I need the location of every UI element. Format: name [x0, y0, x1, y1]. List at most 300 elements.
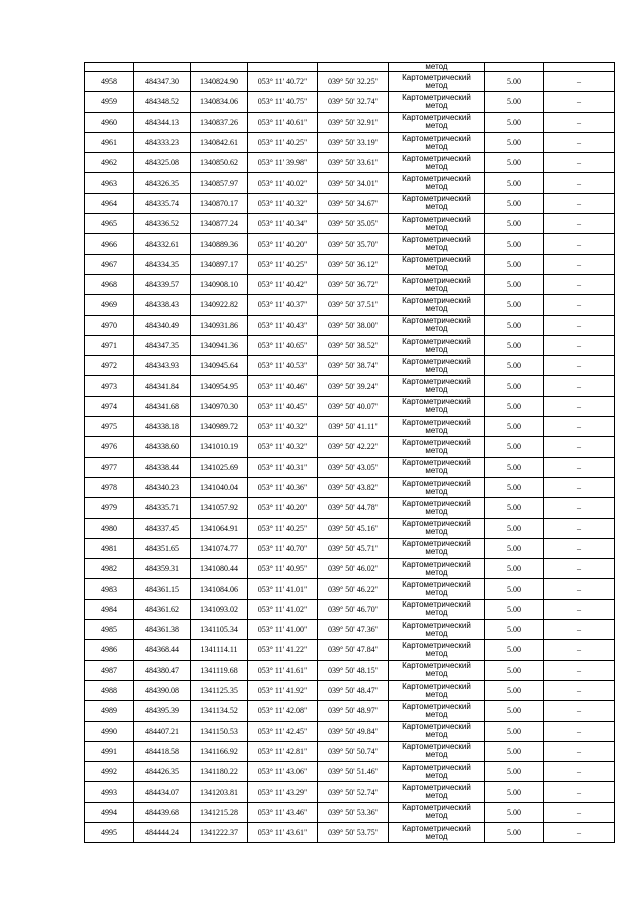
- cell-latitude: 053° 11' 40.70": [248, 538, 318, 558]
- cell-accuracy: 5.00: [485, 132, 544, 152]
- cell-latitude: 053° 11' 40.65": [248, 335, 318, 355]
- cell-accuracy: 5.00: [485, 112, 544, 132]
- cell-x: 484359.31: [134, 559, 191, 579]
- cell-method: [389, 599, 485, 619]
- cell-method: [389, 701, 485, 721]
- cell-method: [389, 762, 485, 782]
- cell-y: 1340889.36: [191, 234, 248, 254]
- cell-longitude: 039° 50' 52.74": [318, 782, 389, 802]
- cell-longitude: 039° 50' 40.07": [318, 396, 389, 416]
- cell-latitude: 053° 11' 40.31": [248, 457, 318, 477]
- cell-dash: –: [544, 599, 615, 619]
- cell-x: 484361.15: [134, 579, 191, 599]
- cell-method: [389, 295, 485, 315]
- method-line-1: Картометрический: [402, 133, 471, 143]
- table-row: [85, 356, 615, 376]
- cell-accuracy: 5.00: [485, 274, 544, 294]
- cell-point-number: 4969: [85, 295, 134, 315]
- cell-point-number: 4962: [85, 153, 134, 173]
- method-line-1: Картометрический: [402, 336, 471, 346]
- table-row: [85, 335, 615, 355]
- cell-y: 1340941.36: [191, 335, 248, 355]
- cell-y: 1341105.34: [191, 620, 248, 640]
- cell-empty: [485, 63, 544, 72]
- cell-longitude: 039° 50' 37.51": [318, 295, 389, 315]
- method-line-1: Картометрический: [402, 295, 471, 305]
- cell-longitude: 039° 50' 35.70": [318, 234, 389, 254]
- cell-latitude: 053° 11' 40.25": [248, 518, 318, 538]
- cell-longitude: 039° 50' 47.36": [318, 620, 389, 640]
- method-line-1: Картометрический: [402, 681, 471, 691]
- cell-y: 1340922.82: [191, 295, 248, 315]
- cell-empty: [134, 63, 191, 72]
- cell-accuracy: 5.00: [485, 315, 544, 335]
- cell-method: [389, 417, 485, 437]
- cell-method: [389, 234, 485, 254]
- table-row: [85, 579, 615, 599]
- cell-y: 1340908.10: [191, 274, 248, 294]
- cell-y: 1340989.72: [191, 417, 248, 437]
- cell-accuracy: 5.00: [485, 680, 544, 700]
- cell-point-number: 4990: [85, 721, 134, 741]
- cell-dash: –: [544, 193, 615, 213]
- cell-accuracy: 5.00: [485, 538, 544, 558]
- method-line-2: метод: [425, 628, 448, 638]
- cell-longitude: 039° 50' 50.74": [318, 741, 389, 761]
- method-line-2: метод: [425, 506, 448, 516]
- cell-dash: –: [544, 274, 615, 294]
- cell-y: 1340945.64: [191, 356, 248, 376]
- cell-dash: –: [544, 234, 615, 254]
- method-line-2: метод: [425, 425, 448, 435]
- cell-longitude: 039° 50' 46.22": [318, 579, 389, 599]
- cell-point-number: 4978: [85, 477, 134, 497]
- cell-longitude: 039° 50' 46.02": [318, 559, 389, 579]
- table-row: [85, 762, 615, 782]
- cell-x: 484336.52: [134, 214, 191, 234]
- cell-longitude: 039° 50' 48.97": [318, 701, 389, 721]
- cell-latitude: 053° 11' 41.01": [248, 579, 318, 599]
- cell-latitude: 053° 11' 42.45": [248, 721, 318, 741]
- method-line-1: Картометрический: [402, 356, 471, 366]
- cell-accuracy: 5.00: [485, 579, 544, 599]
- cell-y: 1340931.86: [191, 315, 248, 335]
- cell-y: 1340897.17: [191, 254, 248, 274]
- cell-longitude: 039° 50' 36.12": [318, 254, 389, 274]
- cell-dash: –: [544, 559, 615, 579]
- cell-latitude: 053° 11' 40.25": [248, 132, 318, 152]
- cell-dash: –: [544, 254, 615, 274]
- cell-method: [389, 538, 485, 558]
- cell-y: 1341125.35: [191, 680, 248, 700]
- cell-accuracy: 5.00: [485, 72, 544, 92]
- cell-x: 484407.21: [134, 721, 191, 741]
- cell-y: 1341064.91: [191, 518, 248, 538]
- cell-point-number: 4983: [85, 579, 134, 599]
- cell-longitude: 039° 50' 32.91": [318, 112, 389, 132]
- cell-accuracy: 5.00: [485, 498, 544, 518]
- method-line-1: Картометрический: [402, 113, 471, 123]
- cell-accuracy: 5.00: [485, 396, 544, 416]
- cell-longitude: 039° 50' 53.36": [318, 802, 389, 822]
- cell-point-number: 4987: [85, 660, 134, 680]
- cell-point-number: 4973: [85, 376, 134, 396]
- method-line-1: Картометрический: [402, 214, 471, 224]
- cell-method: [389, 376, 485, 396]
- table-row: [85, 741, 615, 761]
- cell-dash: –: [544, 620, 615, 640]
- method-line-1: Картометрический: [402, 823, 471, 833]
- cell-point-number: 4992: [85, 762, 134, 782]
- cell-latitude: 053° 11' 41.92": [248, 680, 318, 700]
- cell-y: 1340877.24: [191, 214, 248, 234]
- cell-accuracy: 5.00: [485, 234, 544, 254]
- method-line-1: Картометрический: [402, 762, 471, 772]
- method-line-2: метод: [425, 466, 448, 476]
- cell-accuracy: 5.00: [485, 599, 544, 619]
- cell-method: [389, 274, 485, 294]
- cell-x: 484439.68: [134, 802, 191, 822]
- cell-longitude: 039° 50' 36.72": [318, 274, 389, 294]
- cell-dash: –: [544, 112, 615, 132]
- cell-longitude: 039° 50' 32.74": [318, 92, 389, 112]
- cell-point-number: 4963: [85, 173, 134, 193]
- cell-latitude: 053° 11' 43.61": [248, 822, 318, 842]
- cell-longitude: 039° 50' 35.05": [318, 214, 389, 234]
- cell-point-number: 4993: [85, 782, 134, 802]
- method-line-1: Картометрический: [402, 722, 471, 732]
- method-line-2: метод: [425, 445, 448, 455]
- cell-accuracy: 5.00: [485, 721, 544, 741]
- table-row: [85, 214, 615, 234]
- cell-latitude: 053° 11' 40.36": [248, 477, 318, 497]
- cell-longitude: 039° 50' 38.52": [318, 335, 389, 355]
- cell-longitude: 039° 50' 45.71": [318, 538, 389, 558]
- cell-empty: [85, 63, 134, 72]
- cell-accuracy: 5.00: [485, 437, 544, 457]
- cell-dash: –: [544, 335, 615, 355]
- table-row: [85, 620, 615, 640]
- cell-longitude: 039° 50' 51.46": [318, 762, 389, 782]
- cell-x: 484335.74: [134, 193, 191, 213]
- cell-method: [389, 782, 485, 802]
- cell-latitude: 053° 11' 43.46": [248, 802, 318, 822]
- cell-latitude: 053° 11' 41.00": [248, 620, 318, 640]
- cell-latitude: 053° 11' 40.61": [248, 112, 318, 132]
- cell-y: 1341057.92: [191, 498, 248, 518]
- cell-point-number: 4989: [85, 701, 134, 721]
- cell-dash: –: [544, 396, 615, 416]
- cell-dash: –: [544, 640, 615, 660]
- cell-latitude: 053° 11' 40.32": [248, 437, 318, 457]
- cell-x: 484347.30: [134, 72, 191, 92]
- cell-longitude: 039° 50' 41.11": [318, 417, 389, 437]
- method-line-1: Картометрический: [402, 580, 471, 590]
- cell-point-number: 4967: [85, 254, 134, 274]
- cell-method: [389, 640, 485, 660]
- method-line-2: метод: [425, 588, 448, 598]
- table-row: [85, 254, 615, 274]
- cell-latitude: 053° 11' 40.34": [248, 214, 318, 234]
- cell-x: 484341.68: [134, 396, 191, 416]
- cell-dash: –: [544, 660, 615, 680]
- cell-x: 484343.93: [134, 356, 191, 376]
- method-line-2: метод: [425, 689, 448, 699]
- cell-point-number: 4966: [85, 234, 134, 254]
- cell-dash: –: [544, 417, 615, 437]
- cell-longitude: 039° 50' 48.47": [318, 680, 389, 700]
- cell-point-number: 4995: [85, 822, 134, 842]
- cell-x: 484348.52: [134, 92, 191, 112]
- method-line-1: Картометрический: [402, 458, 471, 468]
- cell-method: [389, 437, 485, 457]
- cell-point-number: 4971: [85, 335, 134, 355]
- cell-method: [389, 741, 485, 761]
- cell-x: 484338.18: [134, 417, 191, 437]
- cell-point-number: 4960: [85, 112, 134, 132]
- cell-point-number: 4974: [85, 396, 134, 416]
- cell-y: 1341150.53: [191, 721, 248, 741]
- method-line-2: метод: [425, 709, 448, 719]
- cell-latitude: 053° 11' 40.25": [248, 254, 318, 274]
- cell-accuracy: 5.00: [485, 802, 544, 822]
- method-line-2: метод: [425, 730, 448, 740]
- cell-method: [389, 112, 485, 132]
- method-line-1: Картометрический: [402, 498, 471, 508]
- cell-dash: –: [544, 437, 615, 457]
- method-line-2: метод: [425, 121, 448, 131]
- cell-longitude: 039° 50' 44.78": [318, 498, 389, 518]
- cell-point-number: 4959: [85, 92, 134, 112]
- cell-y: 1341203.81: [191, 782, 248, 802]
- cell-x: 484338.60: [134, 437, 191, 457]
- cell-point-number: 4991: [85, 741, 134, 761]
- cell-longitude: 039° 50' 42.22": [318, 437, 389, 457]
- cell-x: 484326.35: [134, 173, 191, 193]
- method-line-2: метод: [425, 527, 448, 537]
- table-body: [85, 63, 615, 843]
- table-row: [85, 274, 615, 294]
- cell-x: 484444.24: [134, 822, 191, 842]
- method-line-2: метод: [425, 243, 448, 253]
- method-line-2: метод: [425, 648, 448, 658]
- cell-point-number: 4979: [85, 498, 134, 518]
- cell-x: 484334.35: [134, 254, 191, 274]
- cell-longitude: 039° 50' 38.00": [318, 315, 389, 335]
- method-line-2: метод: [425, 283, 448, 293]
- cell-y: 1341093.02: [191, 599, 248, 619]
- cell-x: 484361.62: [134, 599, 191, 619]
- cell-method: [389, 396, 485, 416]
- cell-dash: –: [544, 173, 615, 193]
- cell-point-number: 4975: [85, 417, 134, 437]
- cell-x: 484426.35: [134, 762, 191, 782]
- cell-dash: –: [544, 721, 615, 741]
- cell-accuracy: 5.00: [485, 417, 544, 437]
- method-line-2: метод: [425, 222, 448, 232]
- cell-point-number: 4985: [85, 620, 134, 640]
- cell-method: [389, 356, 485, 376]
- cell-method: [389, 457, 485, 477]
- table-row: [85, 457, 615, 477]
- method-line-2: метод: [425, 344, 448, 354]
- cell-x: 484337.45: [134, 518, 191, 538]
- cell-dash: –: [544, 477, 615, 497]
- method-line-1: Картометрический: [402, 194, 471, 204]
- cell-point-number: 4977: [85, 457, 134, 477]
- cell-latitude: 053° 11' 40.95": [248, 559, 318, 579]
- method-line-2: метод: [425, 405, 448, 415]
- table-row: [85, 599, 615, 619]
- cell-method: [389, 132, 485, 152]
- cell-dash: –: [544, 214, 615, 234]
- cell-latitude: 053° 11' 40.53": [248, 356, 318, 376]
- cell-longitude: 039° 50' 48.15": [318, 660, 389, 680]
- cell-dash: –: [544, 762, 615, 782]
- method-line-2: метод: [425, 100, 448, 110]
- cell-method: [389, 92, 485, 112]
- cell-y: 1341215.28: [191, 802, 248, 822]
- cell-dash: –: [544, 741, 615, 761]
- cell-y: 1341119.68: [191, 660, 248, 680]
- cell-latitude: 053° 11' 40.75": [248, 92, 318, 112]
- cell-x: 484333.23: [134, 132, 191, 152]
- cell-method: [389, 559, 485, 579]
- cell-y: 1340842.61: [191, 132, 248, 152]
- cell-y: 1340837.26: [191, 112, 248, 132]
- cell-latitude: 053° 11' 40.32": [248, 417, 318, 437]
- cell-longitude: 039° 50' 33.61": [318, 153, 389, 173]
- cell-dash: –: [544, 822, 615, 842]
- cell-empty: [248, 63, 318, 72]
- cell-method: [389, 579, 485, 599]
- method-line-2: метод: [425, 303, 448, 313]
- cell-dash: –: [544, 132, 615, 152]
- cell-longitude: 039° 50' 47.84": [318, 640, 389, 660]
- cell-method: [389, 173, 485, 193]
- cell-dash: –: [544, 538, 615, 558]
- table-row: [85, 92, 615, 112]
- cell-latitude: 053° 11' 43.06": [248, 762, 318, 782]
- cell-latitude: 053° 11' 40.45": [248, 396, 318, 416]
- method-line-2: метод: [425, 791, 448, 801]
- table-row: [85, 112, 615, 132]
- cell-method: [389, 518, 485, 538]
- cell-accuracy: 5.00: [485, 559, 544, 579]
- cell-empty: [318, 63, 389, 72]
- method-line-1: Картометрический: [402, 72, 471, 82]
- cell-dash: –: [544, 802, 615, 822]
- table-row: [85, 721, 615, 741]
- cell-point-number: 4986: [85, 640, 134, 660]
- cell-longitude: 039° 50' 49.84": [318, 721, 389, 741]
- cell-x: 484338.43: [134, 295, 191, 315]
- cell-point-number: 4982: [85, 559, 134, 579]
- cell-accuracy: 5.00: [485, 620, 544, 640]
- table-row: [85, 660, 615, 680]
- table-row: [85, 822, 615, 842]
- method-line-2: метод: [425, 263, 448, 273]
- cell-y: 1340870.17: [191, 193, 248, 213]
- method-line-1: Картометрический: [402, 519, 471, 529]
- cell-accuracy: 5.00: [485, 701, 544, 721]
- cell-latitude: 053° 11' 41.61": [248, 660, 318, 680]
- cell-latitude: 053° 11' 40.20": [248, 498, 318, 518]
- method-line-1: Картометрический: [402, 478, 471, 488]
- cell-method: [389, 214, 485, 234]
- cell-point-number: 4984: [85, 599, 134, 619]
- cell-longitude: 039° 50' 53.75": [318, 822, 389, 842]
- cell-accuracy: 5.00: [485, 335, 544, 355]
- method-line-1: Картометрический: [402, 316, 471, 326]
- method-line-2: метод: [425, 547, 448, 557]
- cell-accuracy: 5.00: [485, 92, 544, 112]
- cell-y: 1341134.52: [191, 701, 248, 721]
- cell-longitude: 039° 50' 34.01": [318, 173, 389, 193]
- cell-dash: –: [544, 92, 615, 112]
- method-line-2: метод: [425, 608, 448, 618]
- cell-accuracy: 5.00: [485, 477, 544, 497]
- cell-dash: –: [544, 782, 615, 802]
- cell-accuracy: 5.00: [485, 741, 544, 761]
- cell-y: 1341084.06: [191, 579, 248, 599]
- cell-latitude: 053° 11' 40.42": [248, 274, 318, 294]
- table-row: [85, 518, 615, 538]
- cell-longitude: 039° 50' 43.82": [318, 477, 389, 497]
- cell-y: 1340970.30: [191, 396, 248, 416]
- table-row: [85, 132, 615, 152]
- cell-point-number: 4968: [85, 274, 134, 294]
- cell-latitude: 053° 11' 40.32": [248, 193, 318, 213]
- cell-point-number: 4980: [85, 518, 134, 538]
- method-line-2: метод: [425, 182, 448, 192]
- cell-x: 484338.44: [134, 457, 191, 477]
- cell-point-number: 4972: [85, 356, 134, 376]
- cell-x: 484380.47: [134, 660, 191, 680]
- cell-method: [389, 335, 485, 355]
- cell-point-number: 4976: [85, 437, 134, 457]
- cell-longitude: 039° 50' 33.19": [318, 132, 389, 152]
- method-line-1: Картометрический: [402, 275, 471, 285]
- method-line-2: метод: [425, 770, 448, 780]
- table-row: [85, 437, 615, 457]
- cell-y: 1341114.11: [191, 640, 248, 660]
- cell-dash: –: [544, 579, 615, 599]
- cell-accuracy: 5.00: [485, 660, 544, 680]
- table-row: [85, 538, 615, 558]
- table-row: [85, 498, 615, 518]
- cell-x: 484368.44: [134, 640, 191, 660]
- table-row: [85, 295, 615, 315]
- cell-latitude: 053° 11' 40.02": [248, 173, 318, 193]
- cell-y: 1341180.22: [191, 762, 248, 782]
- cell-dash: –: [544, 72, 615, 92]
- cell-point-number: 4970: [85, 315, 134, 335]
- cell-point-number: 4964: [85, 193, 134, 213]
- cell-empty: [544, 63, 615, 72]
- table-row: [85, 477, 615, 497]
- cell-latitude: 053° 11' 43.29": [248, 782, 318, 802]
- cell-empty: [191, 63, 248, 72]
- table-row: [85, 376, 615, 396]
- cell-method: [389, 620, 485, 640]
- cell-accuracy: 5.00: [485, 782, 544, 802]
- table-row: [85, 234, 615, 254]
- method-line-1: Картометрический: [402, 620, 471, 630]
- cell-longitude: 039° 50' 38.74": [318, 356, 389, 376]
- cell-x: 484341.84: [134, 376, 191, 396]
- cell-x: 484361.38: [134, 620, 191, 640]
